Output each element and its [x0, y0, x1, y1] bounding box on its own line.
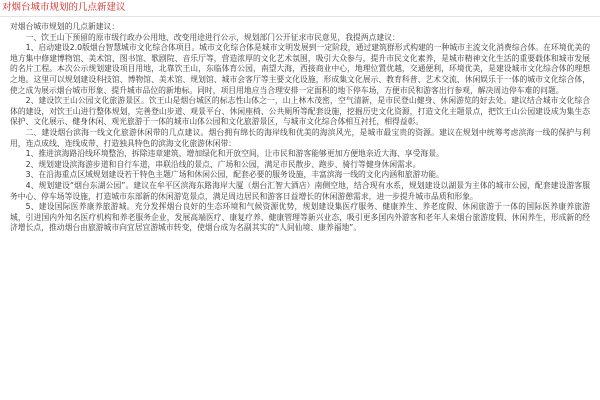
- page-title: 对烟台城市规划的几点新建议: [2, 2, 126, 13]
- title-divider: [0, 16, 600, 17]
- article-paragraph-item: 2、规划建设滨海游步道和自行车道，串联沿线的景点、广场和公园，满足市民散步、跑步、骑行等健身休闲需求。: [25, 159, 421, 169]
- article-paragraph-item: 1、推进滨海路沿线环境整治，拆除违章建筑，增加绿化和开放空间，让市民和游客能够更加方便地亲近大海、享受海景。: [25, 149, 444, 159]
- article-paragraph-intro: 对烟台城市规划的几点新建议：: [10, 22, 120, 31]
- article-paragraph-section-1: 一、饮王山下预留的原市级行政办公用地、改变用途进行公示，规划部门公开征求市民意见，我提两点建议：: [25, 32, 400, 42]
- title-bar: [0, 0, 600, 16]
- article-paragraph-section-2: 二、建设烟台滨海一线文化旅游休闲带的几点建议。烟台拥有绵长的海岸线和优美的海滨风光，是城市最宝贵的资源。建议在规划中统筹考虑滨海一线的保护与利用，连点成线、连线成带，打造独具特色的滨海文化旅游休闲带：: [10, 127, 590, 148]
- article-paragraph-item: 1、启动建设2.0版烟台智慧城市文化综合体项目。城市文化综合体是城市文明发展到一定阶段，通过建筑群形式构建的一种城市主流文化消费综合体。在环境优美的地方集中修建博物馆、美术馆、图书馆、歌剧院、音乐厅等，营造浓厚的文化艺术氛围，吸引大众参与，提升市民文化素养，是城市精神文化生活的重要载体和城市发展的名片工程。本次公示规划建设项目用地，北靠饮王山，东临体育公园，南望大海，西接商业中心，地理位置优越，交通便利，环境优美，是建设城市文化综合体的理想之地。这里可以规划建设科技馆、博物馆、美术馆、规划馆、城市会客厅等主要文化设施，形成集文化展示、教育科普、艺术交流、休闲娱乐于一体的城市文化综合体，使之成为展示烟台城市形象、提升城市品位的新地标。同时，项目用地应当合理安排一定面积的地下停车场，方便市民和游客出行参观，解决周边停车难的问题。: [10, 43, 590, 95]
- article-paragraph-item: 5、建设国际医养康养旅游城。充分发挥烟台良好的生态环境和气候资源优势，规划建设集医疗服务、健康养生、养老度假、休闲旅游于一体的国际医养康养旅游城，引进国内外知名医疗机构和养老服务企业，发展高端医疗、康复疗养、健康管理等新兴业态，吸引更多国内外游客和老年人来烟台旅游度假、休闲养生，形成新的经济增长点，推动烟台由旅游城市向宜居宜游城市转变，使烟台成为名副其实的“人间仙境、康养福地”。: [10, 202, 590, 233]
- article-body: [10, 22, 590, 396]
- article-paragraph-item: 4、规划建设“烟台东湖公园”。建议在牟平区滨海东路海岸大厦（烟台汇智大酒店）南侧空地，结合现有水系，规划建设以湖景为主体的城市公园，配套建设游客服务中心、停车场等设施，打造城市东部新的休闲游览景点，满足周边居民和游客日益增长的休闲游憩需求，进一步提升城市品质和形象。: [10, 180, 590, 201]
- article-paragraph-item: 3、在沿海重点区域规划建设若干特色主题广场和休闲公园，配套必要的服务设施，丰富滨海一线的文化内涵和旅游功能。: [25, 170, 444, 180]
- article-paragraph-item: 2、建设饮王山公园文化旅游景区。饮王山是烟台城区的标志性山体之一，山上林木茂密，空气清新，是市民登山健身、休闲游览的好去处。建议结合城市文化综合体的建设，对饮王山进行整体规划，完善登山步道、观景平台、休闲座椅、公共厕所等配套设施，挖掘历史文化资源，打造文化主题景点，把饮王山公园建设成为集生态保护、文化展示、健身休闲、观光旅游于一体的城市山体公园和文化旅游景区，与城市文化综合体相互衬托，相得益彰。: [10, 96, 590, 127]
